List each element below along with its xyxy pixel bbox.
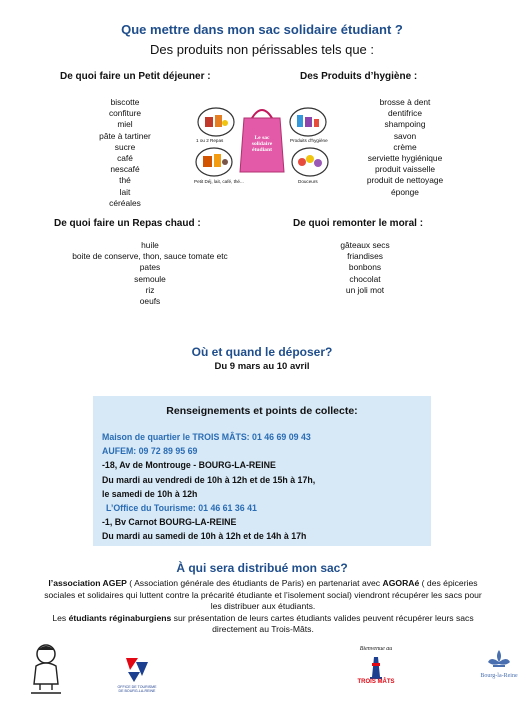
tourism-office-address: -1, Bv Carnot BOURG-LA-REINE xyxy=(102,517,237,527)
association-logo-icon xyxy=(26,640,66,696)
list-item: oeufs xyxy=(139,296,161,307)
list-item: savon xyxy=(393,130,417,141)
list-item: crème xyxy=(393,141,417,152)
trois-mats-address: -18, Av de Montrouge - BOURG-LA-REINE xyxy=(102,460,276,470)
list-item: semoule xyxy=(134,273,166,284)
tourism-office-logo xyxy=(116,654,158,700)
list-item: friandises xyxy=(347,251,383,262)
association-logo xyxy=(26,640,66,696)
morale-list xyxy=(310,240,420,296)
list-item: riz xyxy=(145,284,155,295)
where-dates: Du 9 mars au 10 avril xyxy=(214,361,310,372)
list-item: thé xyxy=(119,175,131,186)
list-item: serviette hygiénique xyxy=(367,153,443,164)
trois-mats-contact: Maison de quartier le TROIS MÂTS: 01 46 69 09 43 xyxy=(102,432,311,442)
list-item: confiture xyxy=(108,108,142,119)
info-box xyxy=(93,396,431,546)
distribution-heading: À qui sera distribué mon sac? xyxy=(176,561,348,575)
meals-label: 1 ou 2 Repas xyxy=(196,138,224,143)
list-item: café xyxy=(117,153,133,164)
aufem-contact: AUFEM: 09 72 89 95 69 xyxy=(102,446,198,456)
tourism-office-text: OFFICE DE TOURISME DE BOURG-LA-REINE xyxy=(117,685,157,693)
info-box-title: Renseignements et points de collecte: xyxy=(166,405,358,417)
bag-label: Le sac solidaire étudiant xyxy=(251,135,273,154)
list-item: dentifrice xyxy=(388,108,422,119)
list-item: sucre xyxy=(114,141,136,152)
list-item: céréales xyxy=(109,197,141,208)
tourism-office-contact: L’Office du Tourisme: 01 46 61 36 41 xyxy=(106,503,257,513)
students-prefix: Les xyxy=(52,612,69,623)
trois-mats-saturday-hours: le samedi de 10h à 12h xyxy=(102,489,198,499)
hygiene-label: Produits d'hygiène xyxy=(290,138,328,143)
agep-desc: ( Association générale des étudiants de Paris) en partenariat avec xyxy=(126,578,381,588)
list-item: brosse à dent xyxy=(379,97,431,107)
list-item: un joli mot xyxy=(345,284,385,295)
sweets-label: Douceurs xyxy=(298,179,318,184)
list-item: biscotte xyxy=(110,97,140,107)
list-item: pates xyxy=(139,262,161,273)
list-item: nescafé xyxy=(110,164,140,175)
city-logo xyxy=(478,648,520,694)
distribution-text xyxy=(38,578,488,636)
city-name: Bourg-la-Reine xyxy=(480,673,518,679)
list-item: gâteaux secs xyxy=(340,240,390,250)
students-name: étudiants réginaburgiens xyxy=(68,612,172,623)
agorae-desc: ( des épiceries sociales et solidaires qui luttent contre la précarité étudiante et l’isolement social) viendront récupérer les sacs pour les distribuer aux étudiants. xyxy=(44,578,482,611)
fleur-de-lys-icon xyxy=(478,648,520,672)
hot-meal-list xyxy=(40,240,260,307)
hygiene-list xyxy=(330,97,480,198)
list-item: shampoing xyxy=(384,119,426,130)
students-desc: sur présentation de leurs cartes étudiants valides peuvent récupérer leurs sacs directement au Trois-Mâts. xyxy=(171,612,474,634)
list-item: boite de conserve, thon, sauce tomate etc xyxy=(72,251,228,262)
hot-meal-heading: De quoi faire un Repas chaud : xyxy=(54,218,201,229)
list-item: huile xyxy=(141,240,159,250)
list-item: pâte à tartiner xyxy=(99,130,151,141)
tourism-office-hours: Du mardi au samedi de 10h à 12h et de 14h à 17h xyxy=(102,531,307,541)
list-item: produit vaisselle xyxy=(374,164,436,175)
page-subtitle: Des produits non périssables tels que : xyxy=(149,42,374,57)
trois-mats-name: TROIS MÂTS xyxy=(357,679,395,685)
agep-name: l’association AGEP xyxy=(48,578,127,588)
breakfast-heading: De quoi faire un Petit déjeuner : xyxy=(60,71,211,82)
hygiene-heading: Des Produits d’hygiène : xyxy=(300,71,418,82)
tourism-office-icon xyxy=(116,654,158,686)
list-item: éponge xyxy=(391,186,419,197)
list-item: chocolat xyxy=(349,273,381,284)
list-item: produit de nettoyage xyxy=(366,175,444,186)
trois-mats-welcome: Bienvenue au xyxy=(359,646,393,652)
list-item: miel xyxy=(117,119,133,130)
lighthouse-icon xyxy=(368,655,384,679)
breakfast-label: Petit Déj, lait, café, thé... xyxy=(194,179,244,184)
page-title: Que mettre dans mon sac solidaire étudiant ? xyxy=(121,22,403,37)
agorae-name: AGORAé xyxy=(382,578,420,588)
list-item: lait xyxy=(119,186,131,197)
where-heading: Où et quand le déposer? xyxy=(191,345,333,359)
trois-mats-logo xyxy=(348,646,404,692)
breakfast-list xyxy=(60,97,190,209)
list-item: bonbons xyxy=(348,262,382,273)
morale-heading: De quoi remonter le moral : xyxy=(293,218,424,229)
solidarity-bag-illustration xyxy=(192,96,332,192)
trois-mats-hours: Du mardi au vendredi de 10h à 12h et de 15h à 17h, xyxy=(102,475,316,485)
